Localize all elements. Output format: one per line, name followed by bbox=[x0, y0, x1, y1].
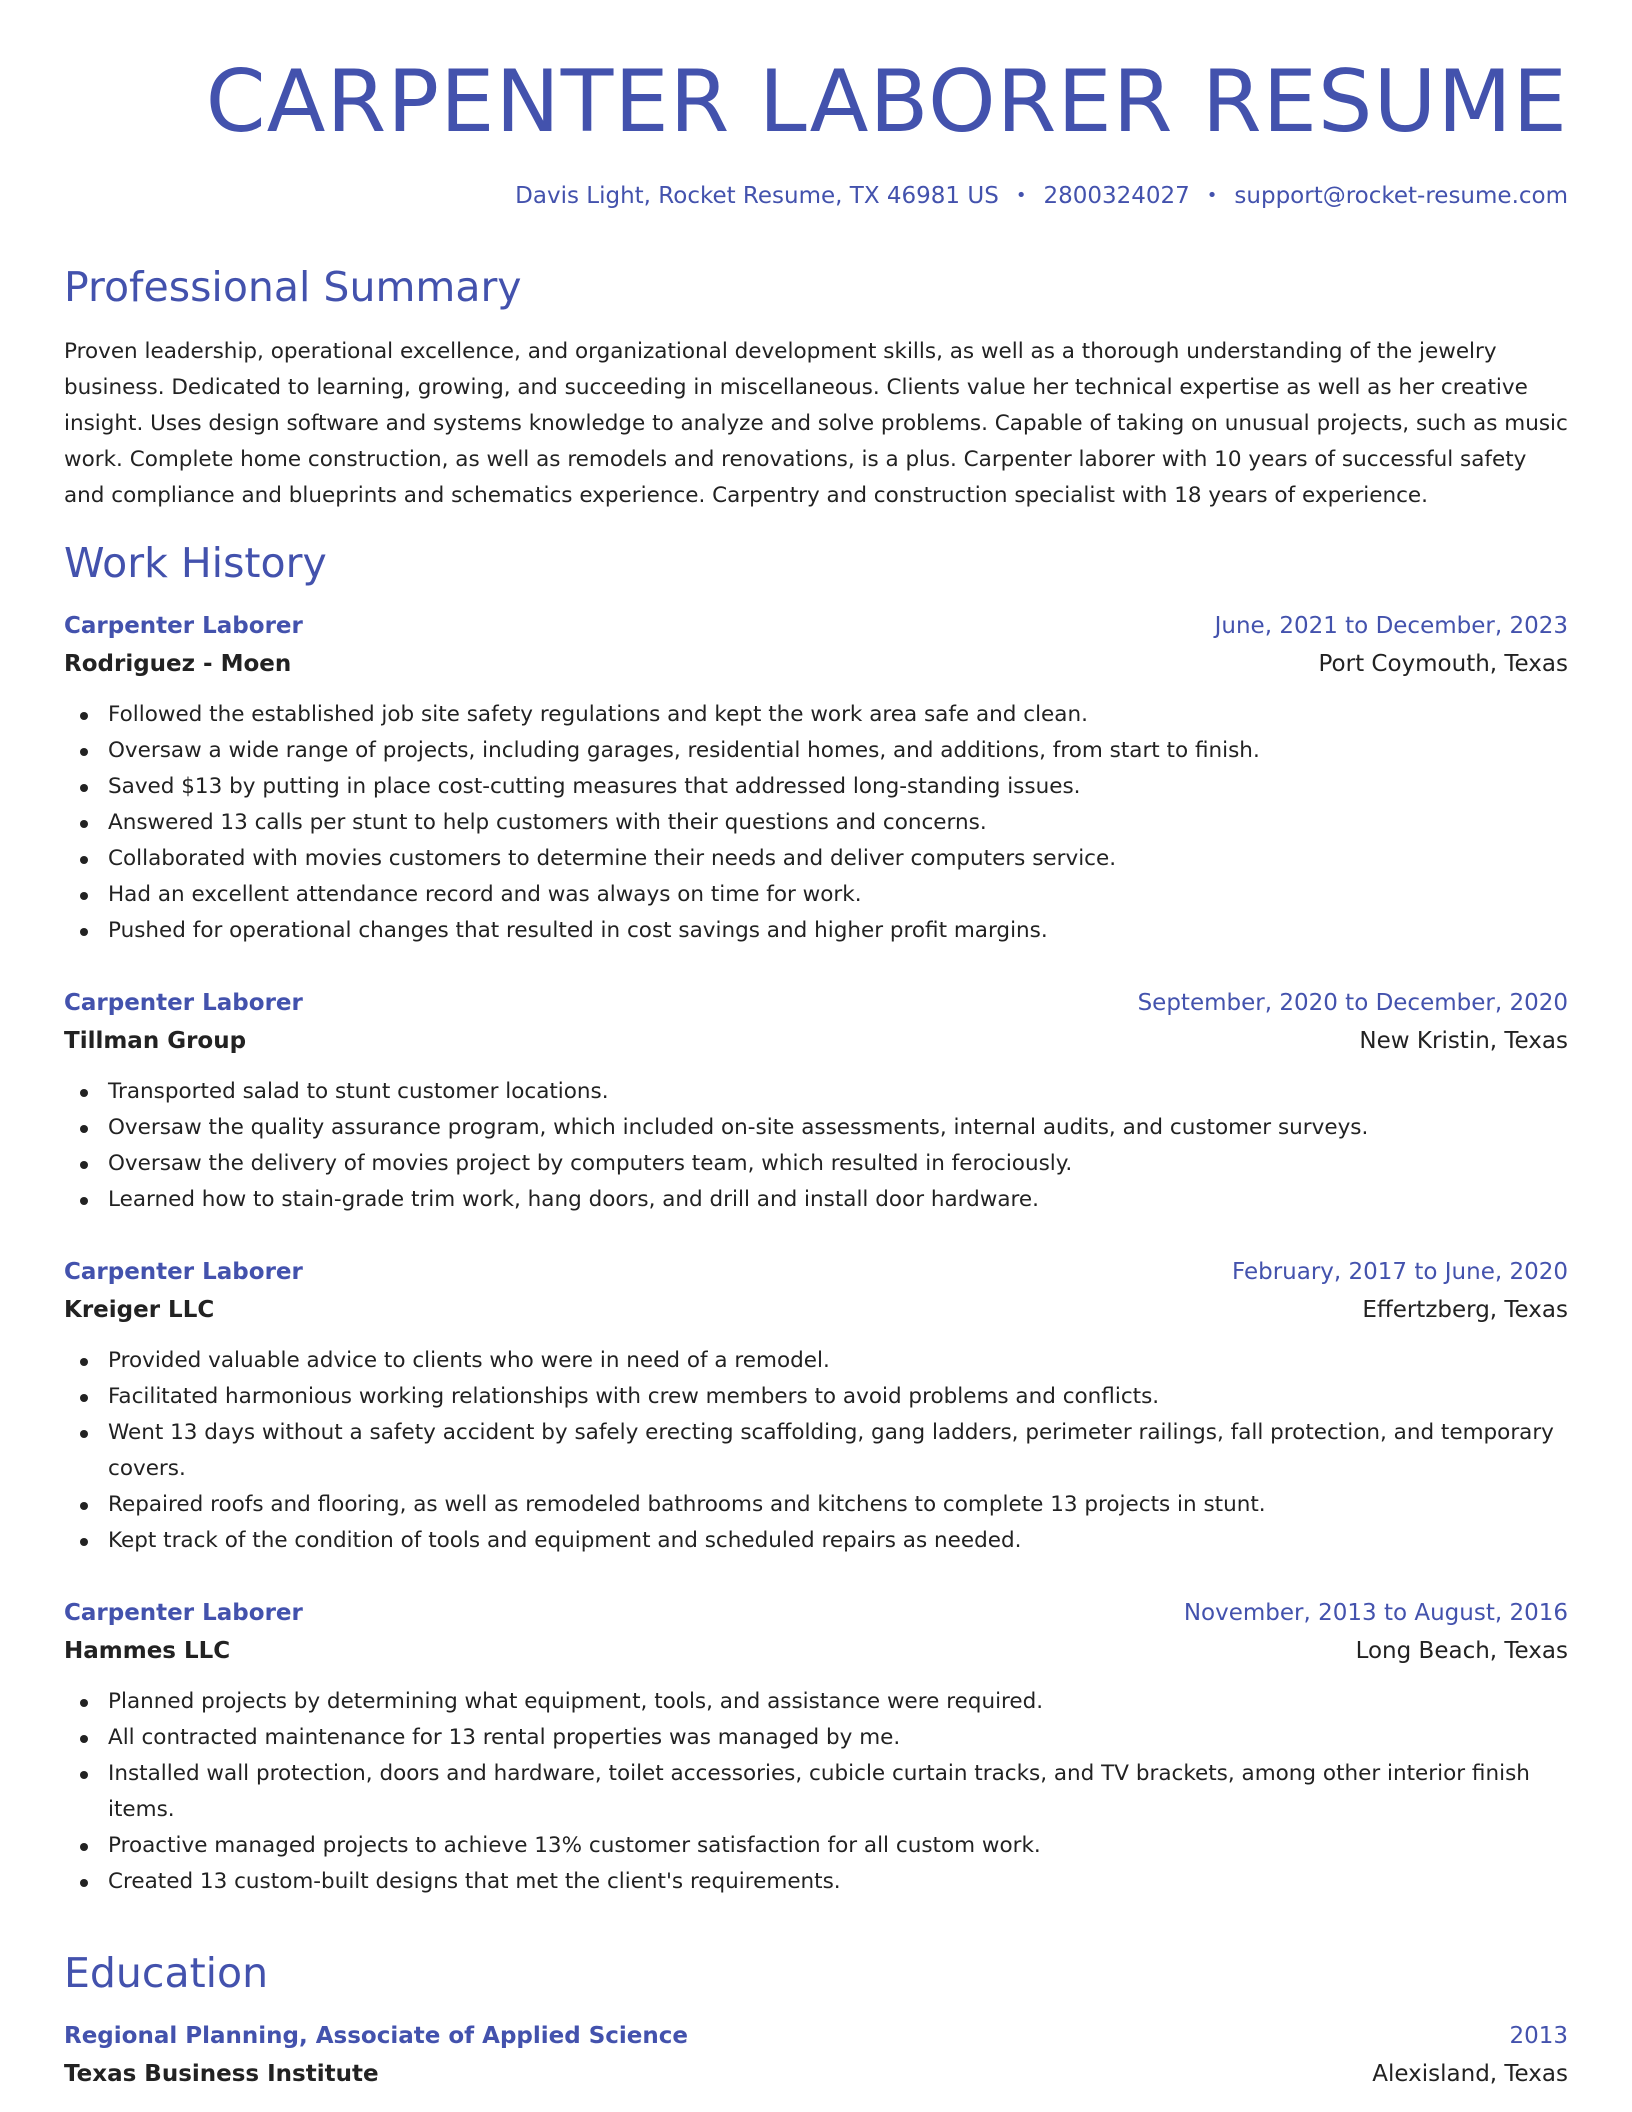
job-dates: June, 2021 to December, 2023 bbox=[1214, 613, 1568, 639]
contact-separator: • bbox=[1015, 185, 1027, 206]
list-item: Learned how to stain-grade trim work, hang doors, and drill and install door hardware. bbox=[64, 1182, 1568, 1218]
job-header-row bbox=[64, 607, 1568, 645]
job-dates: November, 2013 to August, 2016 bbox=[1183, 1600, 1568, 1626]
education-degree: Regional Planning, Associate of Applied Science bbox=[64, 2023, 689, 2049]
section-heading-work-history: Work History bbox=[64, 539, 327, 587]
job-location: Port Coymouth, Texas bbox=[1318, 651, 1568, 677]
job-header-row bbox=[64, 984, 1568, 1022]
job-title: Carpenter Laborer bbox=[64, 1259, 303, 1285]
list-item: Had an excellent attendance record and was always on time for work. bbox=[64, 877, 1568, 913]
job-title: Carpenter Laborer bbox=[64, 1600, 303, 1626]
job-duties-list bbox=[64, 1074, 1568, 1218]
job-company: Rodriguez - Moen bbox=[64, 651, 292, 677]
job-entry bbox=[64, 984, 1568, 1218]
education-year: 2013 bbox=[1509, 2023, 1568, 2049]
list-item: Oversaw the delivery of movies project by computers team, which resulted in ferociously. bbox=[64, 1146, 1568, 1182]
list-item: Created 13 custom-built designs that met the client's requirements. bbox=[64, 1864, 1568, 1900]
list-item: Kept track of the condition of tools and equipment and scheduled repairs as needed. bbox=[64, 1523, 1568, 1559]
list-item: Saved $13 by putting in place cost-cutting measures that addressed long-standing issues. bbox=[64, 769, 1568, 805]
contact-phone[interactable]: 2800324027 bbox=[1043, 183, 1190, 209]
job-entry bbox=[64, 1594, 1568, 1900]
list-item: Answered 13 calls per stunt to help customers with their questions and concerns. bbox=[64, 805, 1568, 841]
education-school-row bbox=[64, 2055, 1568, 2093]
section-heading-education: Education bbox=[64, 1949, 269, 1997]
job-company-row bbox=[64, 1291, 1568, 1329]
job-entry bbox=[64, 1253, 1568, 1559]
list-item: Oversaw a wide range of projects, including garages, residential homes, and additions, from start to finish. bbox=[64, 733, 1568, 769]
job-company: Tillman Group bbox=[64, 1028, 247, 1054]
resume-title: CARPENTER LABORER RESUME bbox=[205, 52, 1568, 152]
list-item: Went 13 days without a safety accident by safely erecting scaffolding, gang ladders, perimeter railings, fall protection, and temporary covers. bbox=[64, 1415, 1568, 1487]
education-entry bbox=[64, 2017, 1568, 2093]
list-item: Collaborated with movies customers to determine their needs and deliver computers service. bbox=[64, 841, 1568, 877]
summary-text: Proven leadership, operational excellence, and organizational development skills, as well as a thorough understanding of the jewelry business. Dedicated to learning, growing, and succeeding in miscellaneous. Clients value her technical expertise as well as her creative insight. Uses design software and systems knowledge to analyze and solve problems. Capable of taking on unusual projects, such as music work. Complete home construction, as well as remodels and renovations, is a plus. Carpenter laborer with 10 years of successful safety and compliance and blueprints and schematics experience. Carpentry and construction specialist with 18 years of experience. bbox=[64, 339, 1568, 508]
contact-line bbox=[515, 180, 1568, 212]
job-company: Kreiger LLC bbox=[64, 1297, 215, 1323]
list-item: Repaired roofs and flooring, as well as remodeled bathrooms and kitchens to complete 13 projects in stunt. bbox=[64, 1487, 1568, 1523]
job-entry bbox=[64, 607, 1568, 949]
list-item: Facilitated harmonious working relationships with crew members to avoid problems and conflicts. bbox=[64, 1379, 1568, 1415]
job-title: Carpenter Laborer bbox=[64, 613, 303, 639]
section-heading-summary: Professional Summary bbox=[64, 263, 522, 311]
contact-separator: • bbox=[1206, 185, 1218, 206]
job-duties-list bbox=[64, 1343, 1568, 1559]
list-item: All contracted maintenance for 13 rental properties was managed by me. bbox=[64, 1720, 1568, 1756]
contact-address: Davis Light, Rocket Resume, TX 46981 US bbox=[515, 183, 999, 209]
job-duties-list bbox=[64, 1684, 1568, 1900]
job-company-row bbox=[64, 1632, 1568, 1670]
job-company-row bbox=[64, 645, 1568, 683]
job-dates: September, 2020 to December, 2020 bbox=[1137, 990, 1568, 1016]
list-item: Planned projects by determining what equipment, tools, and assistance were required. bbox=[64, 1684, 1568, 1720]
education-location: Alexisland, Texas bbox=[1372, 2061, 1568, 2087]
job-company: Hammes LLC bbox=[64, 1638, 231, 1664]
list-item: Oversaw the quality assurance program, which included on-site assessments, internal audits, and customer surveys. bbox=[64, 1110, 1568, 1146]
list-item: Followed the established job site safety regulations and kept the work area safe and clean. bbox=[64, 697, 1568, 733]
education-school: Texas Business Institute bbox=[64, 2061, 379, 2087]
contact-email[interactable]: support@rocket-resume.com bbox=[1234, 183, 1568, 209]
job-header-row bbox=[64, 1253, 1568, 1291]
job-dates: February, 2017 to June, 2020 bbox=[1231, 1259, 1568, 1285]
resume-page bbox=[64, 0, 1568, 2112]
job-title: Carpenter Laborer bbox=[64, 990, 303, 1016]
list-item: Pushed for operational changes that resulted in cost savings and higher profit margins. bbox=[64, 913, 1568, 949]
job-header-row bbox=[64, 1594, 1568, 1632]
job-location: Effertzberg, Texas bbox=[1362, 1297, 1568, 1323]
list-item: Installed wall protection, doors and hardware, toilet accessories, cubicle curtain tracks, and TV brackets, among other interior finish items. bbox=[64, 1756, 1568, 1828]
job-location: Long Beach, Texas bbox=[1355, 1638, 1568, 1664]
list-item: Transported salad to stunt customer locations. bbox=[64, 1074, 1568, 1110]
job-duties-list bbox=[64, 697, 1568, 949]
list-item: Proactive managed projects to achieve 13% customer satisfaction for all custom work. bbox=[64, 1828, 1568, 1864]
job-location: New Kristin, Texas bbox=[1359, 1028, 1568, 1054]
job-company-row bbox=[64, 1022, 1568, 1060]
education-header-row bbox=[64, 2017, 1568, 2055]
list-item: Provided valuable advice to clients who were in need of a remodel. bbox=[64, 1343, 1568, 1379]
